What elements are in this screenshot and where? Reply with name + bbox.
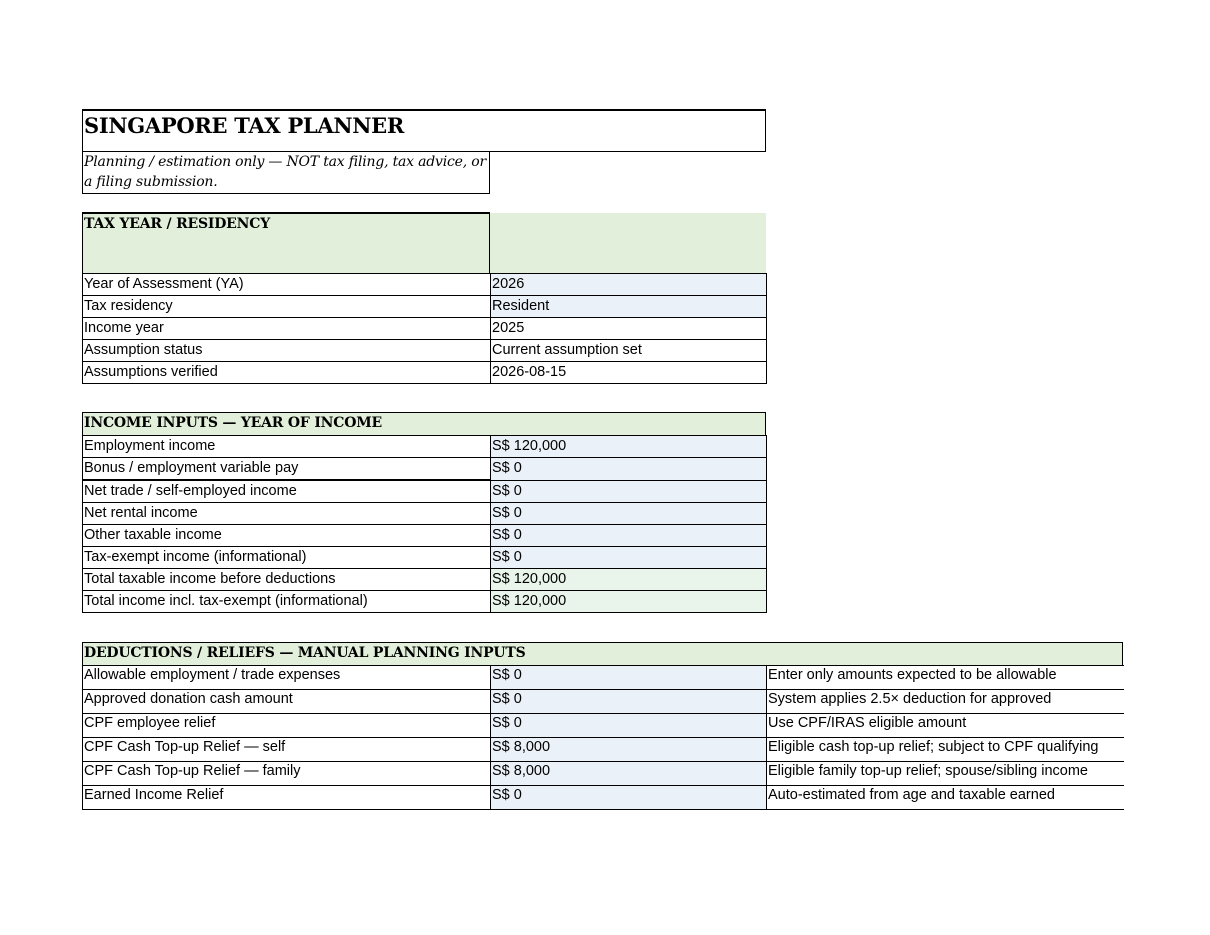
row-label: Other taxable income — [83, 525, 491, 547]
cpf-topup-family-input[interactable]: S$ 8,000 — [491, 762, 767, 786]
deductions-table — [82, 665, 1124, 810]
row-note: Eligible cash top-up relief; subject to CPF qualifying — [767, 738, 1124, 762]
table-row — [83, 503, 767, 525]
row-label: Assumptions verified — [83, 362, 491, 384]
income-section-header — [82, 412, 766, 436]
table-row — [83, 762, 1124, 786]
row-label: Tax residency — [83, 296, 491, 318]
table-row — [83, 436, 767, 458]
row-note: Enter only amounts expected to be allowable — [767, 666, 1124, 690]
bonus-input[interactable]: S$ 0 — [491, 458, 767, 481]
row-label: CPF Cash Top-up Relief — family — [83, 762, 491, 786]
row-label: Year of Assessment (YA) — [83, 274, 491, 296]
deductions-section-title: DEDUCTIONS / RELIEFS — MANUAL PLANNING INPUTS — [84, 645, 526, 661]
table-row — [83, 296, 767, 318]
row-label: Tax-exempt income (informational) — [83, 547, 491, 569]
row-label: CPF Cash Top-up Relief — self — [83, 738, 491, 762]
row-note: Eligible family top-up relief; spouse/sibling income — [767, 762, 1124, 786]
total-income-cell: S$ 120,000 — [491, 591, 767, 613]
table-row — [83, 340, 767, 362]
allowable-expenses-input[interactable]: S$ 0 — [491, 666, 767, 690]
earned-income-relief-input[interactable]: S$ 0 — [491, 786, 767, 810]
row-note: System applies 2.5× deduction for approved — [767, 690, 1124, 714]
donation-amount-input[interactable]: S$ 0 — [491, 690, 767, 714]
row-note: Auto-estimated from age and taxable earned — [767, 786, 1124, 810]
income-table — [82, 435, 767, 613]
table-row — [83, 525, 767, 547]
disclaimer-box — [82, 151, 490, 194]
residency-section-title: TAX YEAR / RESIDENCY — [84, 216, 270, 232]
table-row — [83, 274, 767, 296]
cpf-employee-relief-input[interactable]: S$ 0 — [491, 714, 767, 738]
row-label: Earned Income Relief — [83, 786, 491, 810]
row-label: Total taxable income before deductions — [83, 569, 491, 591]
trade-income-input[interactable]: S$ 0 — [491, 480, 767, 503]
other-income-input[interactable]: S$ 0 — [491, 525, 767, 547]
table-row — [83, 480, 767, 503]
tax-exempt-income-input[interactable]: S$ 0 — [491, 547, 767, 569]
table-row — [83, 318, 767, 340]
tax-residency-cell[interactable]: Resident — [491, 296, 767, 318]
table-row — [83, 714, 1124, 738]
row-label: Approved donation cash amount — [83, 690, 491, 714]
row-label: Employment income — [83, 436, 491, 458]
row-label: Net rental income — [83, 503, 491, 525]
row-label: Total income incl. tax-exempt (informational) — [83, 591, 491, 613]
year-of-assessment-cell[interactable]: 2026 — [491, 274, 767, 296]
title-box — [82, 109, 766, 152]
row-label: CPF employee relief — [83, 714, 491, 738]
rental-income-input[interactable]: S$ 0 — [491, 503, 767, 525]
residency-table — [82, 273, 767, 384]
employment-income-input[interactable]: S$ 120,000 — [491, 436, 767, 458]
income-year-cell: 2025 — [491, 318, 767, 340]
row-label: Allowable employment / trade expenses — [83, 666, 491, 690]
residency-header-fill — [490, 213, 766, 274]
row-label: Assumption status — [83, 340, 491, 362]
row-label: Bonus / employment variable pay — [83, 458, 491, 481]
table-row — [83, 547, 767, 569]
assumptions-verified-cell: 2026-08-15 — [491, 362, 767, 384]
row-note: Use CPF/IRAS eligible amount — [767, 714, 1124, 738]
table-row — [83, 738, 1124, 762]
total-taxable-income-cell: S$ 120,000 — [491, 569, 767, 591]
table-row — [83, 690, 1124, 714]
assumption-status-cell: Current assumption set — [491, 340, 767, 362]
table-row — [83, 786, 1124, 810]
row-label: Net trade / self-employed income — [83, 480, 491, 503]
cpf-topup-self-input[interactable]: S$ 8,000 — [491, 738, 767, 762]
income-section-title: INCOME INPUTS — YEAR OF INCOME — [84, 415, 382, 431]
deductions-section-header — [82, 642, 1123, 666]
row-label: Income year — [83, 318, 491, 340]
table-row — [83, 591, 767, 613]
page-title: SINGAPORE TAX PLANNER — [84, 113, 405, 138]
table-row — [83, 569, 767, 591]
table-row — [83, 458, 767, 481]
table-row — [83, 362, 767, 384]
residency-section-header — [82, 212, 490, 274]
table-row — [83, 666, 1124, 690]
disclaimer-text: Planning / estimation only — NOT tax filing, tax advice, or a filing submission. — [84, 154, 486, 190]
